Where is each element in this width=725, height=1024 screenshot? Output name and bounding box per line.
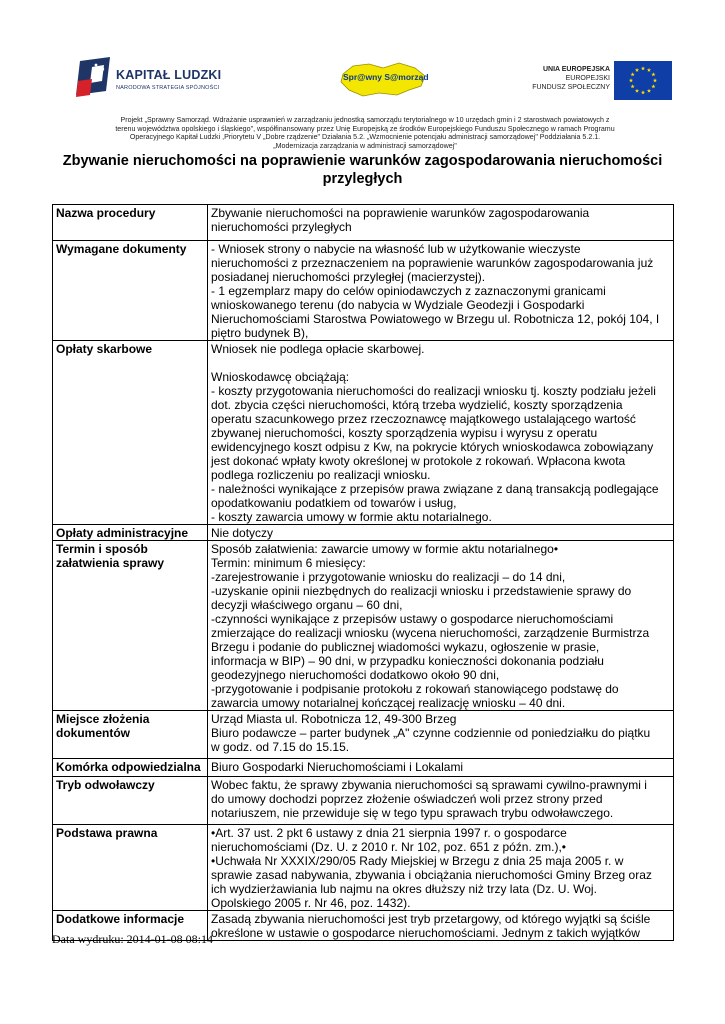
row-value-line: notariuszem, nie przewiduje się w tego typu sprawach trybu odwoławczego. [211, 806, 614, 820]
row-value-line: do umowy dochodzi poprzez złożenie oświadczeń woli przez strony przed [211, 792, 603, 806]
sprawny-samorzad-logo [339, 60, 428, 98]
row-label [53, 341, 208, 525]
row-value-line: opodatkowaniu podatkiem od towarów i usług, [211, 496, 457, 510]
row-value [208, 759, 674, 777]
kapital-ludzki-title: KAPITAŁ LUDZKI [116, 68, 222, 82]
row-value-line: operatu szacunkowego przez rzeczoznawcę majątkowego ustalającego wartość [211, 412, 636, 426]
row-value-line: ewidencyjnego koszt odpisu z Kw, na pokrycie których wnioskodawca zobowiązany [211, 440, 654, 454]
row-value [208, 711, 674, 759]
project-note-line: Projekt „Sprawny Samorząd. Wdrażanie usprawnień w zarządzaniu jednostką samorządu terytorialnego w 10 urzędach gmin i 2 starostwach powiatowych z [120, 116, 610, 124]
row-value-line: - Wniosek strony o nabycie na własność lub w użytkowanie wieczyste [211, 242, 581, 256]
row-label [53, 205, 208, 241]
row-label [53, 825, 208, 911]
row-value-line: nieruchomości przyległych [211, 220, 352, 234]
table-row [53, 759, 674, 777]
project-note-line: Operacyjnego Kapitał Ludzki ,Priorytetu V „Dobre rządzenie" Działania 5.2. „Wzmocnienie potencjału administracji samorządowej" Poddziałania 5.2.1. [129, 133, 601, 142]
row-value-line: piętro budynek B), [211, 326, 309, 340]
row-label-text: Opłaty skarbowe [56, 342, 153, 356]
print-date: Data wydruku: 2014-01-08 08:14 [52, 932, 213, 946]
row-label-text: Miejsce złożenia [56, 712, 150, 726]
eu-flag-icon [614, 61, 672, 100]
document-title [40, 152, 685, 188]
row-value-line: - 1 egzemplarz mapy do celów opiniodawczych z zaznaczonymi granicami [211, 284, 606, 298]
row-value [208, 911, 674, 941]
table-row [53, 777, 674, 825]
row-label-text: Nazwa procedury [56, 206, 156, 220]
eu-line-1: UNIA EUROPEJSKA [542, 66, 610, 73]
procedure-table [52, 204, 674, 941]
eu-line-2: EUROPEJSKI [565, 75, 610, 82]
row-value-line: Wniosek nie podlega opłacie skarbowej. [211, 342, 425, 356]
document-title-line-2: przyległych [322, 171, 403, 187]
row-label-text: Komórka odpowiedzialna [56, 760, 201, 774]
row-value-line: wnioskowanego terenu (do nabycia w Wydziale Geodezji i Gospodarki [211, 298, 585, 312]
table-row [53, 541, 674, 711]
row-value-line: •Art. 37 ust. 2 pkt 6 ustawy z dnia 21 sierpnia 1997 r. o gospodarce [211, 826, 567, 840]
table-row [53, 711, 674, 759]
row-label-text: Opłaty administracyjne [56, 526, 189, 540]
table-row [53, 341, 674, 525]
row-value-line: dot. zbycia części nieruchomości, którą trzeba wydzielić, koszty sporządzenia [211, 398, 623, 412]
row-value-line: -przygotowanie i podpisanie protokołu z rokowań stanowiącego podstawę do [211, 682, 619, 696]
row-value [208, 777, 674, 825]
row-value-line: Wnioskodawcę obciążają: [211, 370, 350, 384]
row-value-line: Sposób załatwienia: zawarcie umowy w formie aktu notarialnego• [211, 542, 559, 556]
row-value [208, 541, 674, 711]
row-label-text: dokumentów [56, 726, 130, 740]
row-value-line: - należności wynikające z przepisów prawa związane z daną transakcją podlegające [211, 482, 659, 496]
row-value-line: Nie dotyczy [211, 526, 274, 540]
row-value-line: Wobec faktu, że sprawy zbywania nieruchomości są sprawami cywilno-prawnymi i [211, 778, 647, 792]
row-label [53, 525, 208, 541]
table-row [53, 525, 674, 541]
row-value-line: w godz. od 7.15 do 15.15. [211, 740, 350, 754]
row-value [208, 825, 674, 911]
row-value-line: ich wydzierżawiania lub najmu na okres dłuższy niż trzy lata (Dz. U. Woj. [211, 882, 597, 896]
row-value-line: posiadanej nieruchomości przyległej (macierzystej). [211, 270, 486, 284]
row-value-line: -uzyskanie opinii niezbędnych do realizacji wniosku i przedstawienie sprawy do [211, 584, 632, 598]
row-label [53, 759, 208, 777]
row-value [208, 205, 674, 241]
row-value-line: -zarejestrowanie i przygotowanie wniosku do realizacji – do 14 dni, [211, 570, 566, 584]
row-value-line: - koszty zawarcia umowy w formie aktu notarialnego. [211, 510, 492, 524]
row-value-line: geodezyjnego nieruchomości dodatkowo około 90 dni, [211, 668, 500, 682]
row-value-line: Zbywanie nieruchomości na poprawienie warunków zagospodarowania [211, 206, 590, 220]
row-value-line: Biuro podawcze – parter budynek „A" czynne codziennie od poniedziałku do piątku [211, 726, 651, 740]
row-label-text: Tryb odwoławczy [56, 778, 155, 792]
row-value-line: Zasadą zbywania nieruchomości jest tryb przetargowy, od którego wyjątki są ściśle [211, 912, 651, 926]
row-label-text: Podstawa prawna [56, 826, 158, 840]
blank-line [211, 356, 670, 370]
row-value-line: nieruchomości z przeznaczeniem na poprawienie warunków zagospodarowania już [211, 256, 654, 270]
row-value-line: zbywanej nieruchomości, koszty sporządzenia wypisu i wyrysu z operatu [211, 426, 598, 440]
row-value-line: Opolskiego 2005 r. Nr 46, poz. 1432). [211, 896, 411, 910]
row-value [208, 525, 674, 541]
row-label-text: Wymagane dokumenty [56, 242, 187, 256]
row-label [53, 241, 208, 341]
kapital-ludzki-logo [76, 55, 241, 105]
row-value-line: decyzji właściwego organu – 60 dni, [211, 598, 403, 612]
document-title-line-1: Zbywanie nieruchomości na poprawienie warunków zagospodarowania nieruchomości [62, 153, 663, 169]
row-value-line: Biuro Gospodarki Nieruchomościami i Lokalami [211, 760, 464, 774]
row-value-line: określone w ustawie o gospodarce nieruchomościami. Jednym z takich wyjątków [211, 926, 640, 940]
row-value-line: •Uchwała Nr XXXIX/290/05 Rady Miejskiej w Brzegu z dnia 25 maja 2005 r. w [211, 854, 624, 868]
row-value-line: sprawie zasad nabywania, zbywania i obciążania nieruchomości Gminy Brzeg oraz [211, 868, 652, 882]
row-value-line: Brzegu i podanie do publicznej wiadomości wykazu, ogłoszenie w prasie, [211, 640, 600, 654]
eu-line-3: FUNDUSZ SPOŁECZNY [532, 84, 610, 91]
row-value-line: jest dokonać wpłaty kwoty określonej w protokole z rokowań. Wpłacona kwota [211, 454, 626, 468]
row-value-line: Nieruchomościami Starostwa Powiatowego w Brzegu ul. Robotnicza 12, pokój 104, I [211, 312, 660, 326]
row-label [53, 541, 208, 711]
row-value-line: -czynności wynikające z przepisów ustawy o gospodarce nieruchomościami [211, 612, 614, 626]
row-label [53, 711, 208, 759]
eu-logo-text [520, 65, 610, 92]
row-label [53, 777, 208, 825]
row-value-line: - koszty przygotowania nieruchomości do realizacji wniosku tj. koszty podziału jeżeli [211, 384, 656, 398]
row-label-text: załatwienia sprawy [56, 556, 165, 570]
row-value-line: informacja w BIP) – 90 dni, w przypadku konieczności dokonania podziału [211, 654, 604, 668]
project-note-line: terenu województwa opolskiego i śląskiego", współfinansowany przez Unię Europejską ze środków Europejskiego Funduszu Społecznego w ramach Programu [115, 124, 615, 133]
row-value-line: zmierzające do realizacji wniosku (wycena nieruchomości, zarządzenie Burmistrza [211, 626, 650, 640]
row-value-line: Termin: minimum 6 miesięcy: [211, 556, 366, 570]
row-label-text: Termin i sposób [56, 542, 148, 556]
kapital-ludzki-emblem-icon [76, 55, 116, 105]
row-value [208, 241, 674, 341]
kapital-ludzki-subtitle: NARODOWA STRATEGIA SPÓJNOŚCI [116, 85, 220, 91]
row-value-line: podlega rozliczeniu po realizacji wniosku. [211, 468, 431, 482]
row-value-line: zawarcia umowy notarialnej kończącej realizację wniosku – 40 dni. [211, 696, 566, 710]
row-value [208, 341, 674, 525]
sprawny-samorzad-text: Spr@wny S@morząd [343, 72, 429, 82]
row-value-line: nieruchomościami (Dz. U. z 2010 r. Nr 102, poz. 651 z późn. zm.),• [211, 840, 567, 854]
table-row [53, 205, 674, 241]
row-value-line: Urząd Miasta ul. Robotnicza 12, 49-300 Brzeg [211, 712, 457, 726]
project-note-line: „Modernizacja zarządzania w administracji samorządowej" [273, 141, 457, 150]
row-label-text: Dodatkowe informacje [56, 912, 185, 926]
project-note [60, 116, 670, 150]
table-row [53, 241, 674, 341]
table-row [53, 825, 674, 911]
